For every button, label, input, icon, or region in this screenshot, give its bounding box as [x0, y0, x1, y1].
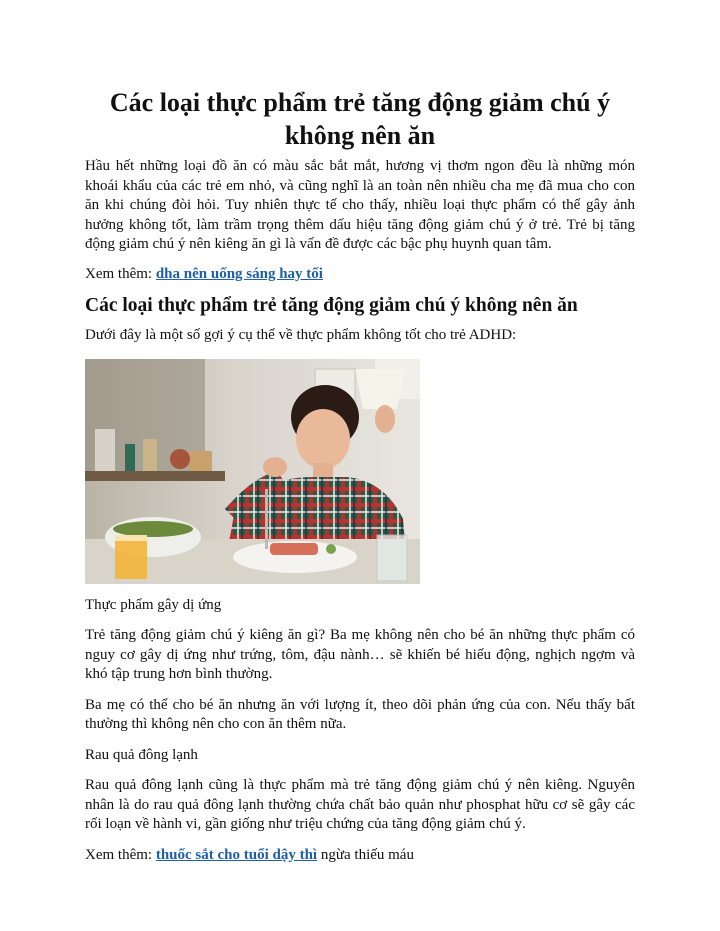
- see-more-prefix: Xem thêm:: [85, 265, 156, 282]
- see-more-link-dha[interactable]: dha nên uống sáng hay tối: [155, 265, 323, 282]
- article: [85, 86, 635, 865]
- see-more-link-iron[interactable]: thuốc sắt cho tuổi dậy thì: [155, 846, 318, 863]
- subheading-frozen: Rau quả đông lạnh: [85, 746, 198, 763]
- see-more-line-1: [85, 265, 635, 285]
- see-more-suffix-2: ngừa thiếu máu: [317, 846, 414, 863]
- paragraph-frozen: Rau quả đông lạnh cũng là thực phẩm mà trẻ tăng động giảm chú ý nên kiêng. Nguyên nhân là do rau quả đông lạnh thường chứa chất bảo quản như phosphat hữu cơ sẽ gây các rối loạn về hành vi, gần giống như triệu chứng của tăng động giảm chú ý.: [85, 777, 635, 832]
- see-more-line-2: [85, 846, 635, 866]
- section-lead: Dưới đây là một số gợi ý cụ thể về thực phẩm không tốt cho trẻ ADHD:: [85, 327, 517, 343]
- page-title: Các loại thực phẩm trẻ tăng động giảm chú ý không nên ăn: [109, 88, 611, 150]
- intro-paragraph: Hầu hết những loại đồ ăn có màu sắc bắt mắt, hương vị thơm ngon đều là những món khoái khẩu của các trẻ em nhỏ, và cũng nghĩ là an toàn nên nhiều cha mẹ đã mua cho con ăn khi chúng đòi hỏi. Tuy nhiên thực tế cho thấy, nhiều loại thực phẩm có thể gây ảnh hưởng không tốt, làm trầm trọng thêm dấu hiệu tăng động giảm chú ý ở trẻ. Trẻ bị tăng động giảm chú ý nên kiêng ăn gì là vấn đề được các bậc phụ huynh quan tâm.: [85, 158, 635, 252]
- see-more-prefix-2: Xem thêm:: [85, 846, 156, 863]
- subheading-allergy: Thực phẩm gây dị ứng: [85, 596, 222, 613]
- paragraph-allergy-2: Ba mẹ có thể cho bé ăn nhưng ăn với lượng ít, theo dõi phản ứng của con. Nếu thấy bất thường thì không nên cho con ăn thêm nữa.: [85, 696, 635, 732]
- section-heading: Các loại thực phẩm trẻ tăng động giảm chú ý không nên ăn: [85, 295, 578, 316]
- paragraph-allergy-1: Trẻ tăng động giảm chú ý kiêng ăn gì? Ba mẹ không nên cho bé ăn những thực phẩm có nguy cơ gây dị ứng như trứng, tôm, đậu nành… sẽ khiến bé hiếu động, nghịch ngợm và khó tập trung hơn bình thường.: [85, 627, 635, 682]
- article-photo: [85, 359, 420, 584]
- child-eating-illustration: [85, 359, 420, 584]
